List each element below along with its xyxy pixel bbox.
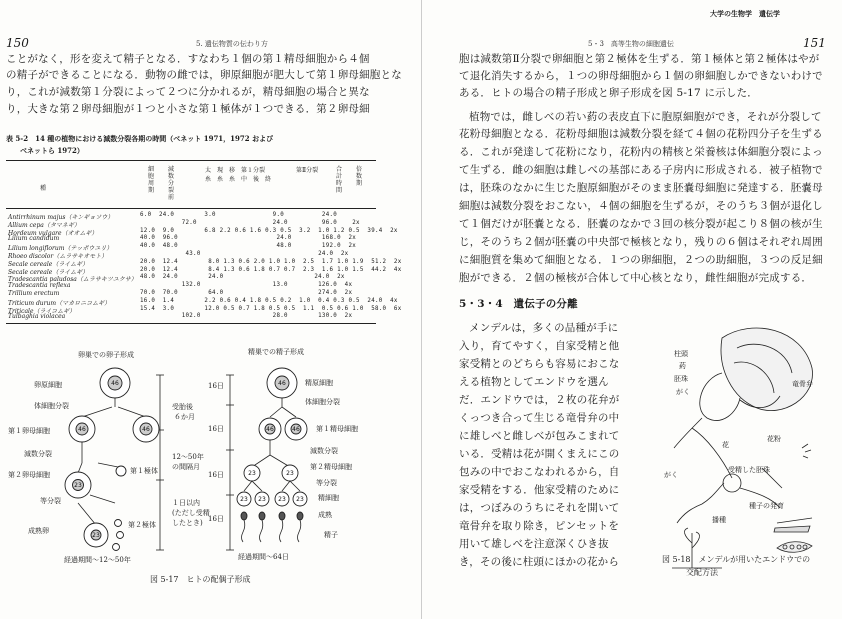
fig518-label-seed: 種子の発育 — [749, 502, 784, 510]
cell-label: 23 — [278, 496, 286, 503]
fig517-duration-left: 経過期間〜12〜50年 — [64, 556, 131, 564]
table-row — [0, 297, 398, 307]
table-cell-species: Tradescantia paludosa（ムラサキツユクサ） — [8, 276, 137, 284]
table-cell-species: Secale cereale（ライムギ） — [8, 260, 89, 268]
right-paragraph-line: くっつき合って生じる竜骨弁の中 — [459, 412, 620, 424]
fig517-label: 卵原細胞 — [34, 381, 62, 389]
right-paragraph-line: 胞ができる．２個の極核が合体して中心核となり，雌性細胞が完成する． — [459, 272, 813, 284]
table-cell-species: Lilium candidum — [8, 235, 60, 243]
cell-label: 46 — [78, 426, 86, 433]
table-row — [0, 258, 402, 268]
fig517-note: (ただし受精 — [172, 509, 210, 517]
fig517-label: 第２卵母細胞 — [8, 471, 50, 479]
right-paragraph-line: 包みの中でおこなわれるから，自 — [459, 466, 620, 478]
left-paragraph-line: り，大きな第２卵母細胞が１つと小さな第１極体が１つできる．第２卵母細 — [6, 103, 370, 115]
table-cell-values: 12.0 9.0 6.8 2.2 0.6 1.6 0.3 0.5 3.2 1.0 1.2 0.5 39.4 2x — [140, 227, 398, 234]
table-row — [0, 227, 398, 237]
table-header-phases: 太 現 移 第１分裂 — [205, 167, 266, 174]
fig517-day: 16日 — [208, 382, 224, 390]
fig517-label: 成熟卵 — [28, 527, 49, 535]
cell-label: 23 — [92, 532, 100, 539]
section-heading: 5・3・4 遺伝子の分離 — [459, 298, 578, 310]
cell-label: 23 — [248, 470, 256, 477]
right-paragraph-line: 細胞は減数分裂をおこない，４個の細胞を生ずるが，そのうち３個が退化し — [459, 200, 823, 212]
book-title: 大学の生物学 遺伝学 — [710, 9, 780, 18]
cell-label: 46 — [111, 380, 119, 387]
fig517-note: １日以内 — [172, 499, 200, 507]
table-cell-species: Antirrhinum majus（キンギョソウ） — [8, 214, 114, 221]
right-paragraph-line: る．これが発達して花粉になり，花粉内の精核と栄養核は体細胞分裂によっ — [459, 146, 823, 158]
table-cell-values: 70.0 70.0 64.0 274.0 2x — [140, 290, 353, 296]
right-paragraph-line: に雄しべと雌しべが包みこまれて — [459, 430, 620, 442]
table-row — [0, 266, 402, 276]
fig518-label-calyx: がく — [676, 388, 690, 396]
table-cell-values: 132.0 13.0 126.0 4x — [140, 282, 353, 289]
page-number-left: 150 — [6, 36, 29, 50]
right-paragraph-line: は，つぼみのうちにそれを開いて — [459, 502, 620, 514]
fig518-caption-cont: 交配方法 — [686, 568, 718, 577]
fig517-day: 16日 — [208, 471, 224, 479]
cell-label: 46 — [266, 426, 274, 433]
table-row — [0, 290, 380, 298]
table-cell-species: Triticum durum（マカロニコムギ） — [8, 299, 111, 307]
right-paragraph-line: き，その後に柱頭にほかの花から — [459, 556, 620, 568]
table-cell-values: 102.0 28.0 130.0 2x — [140, 313, 353, 320]
fig517-label: 減数分裂 — [24, 450, 52, 458]
table-cell-values: 16.0 1.4 2.2 0.6 0.4 1.8 0.5 0.2 1.0 0.4 0.3 0.5 24.0 4x — [140, 297, 398, 304]
table-row — [0, 274, 380, 282]
table-cell-species: Secale cereale（ライムギ） — [8, 268, 89, 276]
table-row — [0, 282, 380, 290]
table-row — [0, 305, 402, 315]
fig518-label-ovary: 胚珠 — [674, 375, 688, 383]
table-row — [0, 235, 380, 243]
fig517-label: 体細胞分裂 — [34, 402, 69, 410]
fig517-label: 第２極体 — [128, 521, 156, 529]
right-paragraph-line: て１個だけが胚嚢となる．胚嚢のなかで３回の核分裂が起こり８個の核が生 — [459, 218, 823, 230]
table-header-premeiosis: 減数分裂前 — [168, 166, 175, 201]
table-caption-cont: ベネットら 1972） — [20, 146, 84, 155]
cell-label: 23 — [240, 496, 248, 503]
table-caption: 表 5-2 14 種の植物における減数分裂各期の時間（ベネット 1971，1972 および — [6, 134, 274, 143]
fig517-note: の間隔月 — [172, 463, 200, 471]
fig518-label-flower: 花 — [722, 441, 729, 449]
table-cell-species: Lilium longiflorum（テッポウユリ） — [8, 245, 113, 253]
cell-label: 23 — [258, 496, 266, 503]
table-cell-values: 15.4 3.0 12.0 0.5 0.7 1.8 0.5 0.5 1.1 0.5 0.6 1.0 58.0 6x — [140, 305, 402, 312]
right-paragraph-line: 家受精とのどちらも容易におこな — [459, 358, 620, 370]
fig517-caption: 図 5-17 ヒトの配偶子形成 — [150, 575, 251, 584]
table-cell-values: 20.0 12.4 8.4 1.3 0.6 1.8 0.7 0.7 2.3 1.6 1.0 1.5 44.2 4x — [140, 266, 402, 273]
fig517-label: 第２精母細胞 — [310, 463, 352, 471]
table-row — [0, 212, 380, 220]
fig517-duration-right: 経過期間〜64日 — [238, 553, 289, 561]
table-cell-species: Trillium erectum — [8, 290, 60, 297]
table-cell-values: 48.0 24.0 24.0 24.0 2x — [140, 274, 345, 281]
right-paragraph-line: 入り，育てやすく，自家受精と他 — [459, 340, 620, 352]
fig517-label: 体細胞分裂 — [305, 398, 340, 406]
right-paragraph-line: 竜骨弁を取り除き，ピンセットを — [459, 520, 620, 532]
table-header-cycle: 細胞周期 — [148, 166, 155, 194]
cell-label: 23 — [286, 470, 294, 477]
left-paragraph-line: り，これが減数第１分裂によって２つに分かれるが，精母細胞の場合と異な — [6, 86, 370, 98]
fig518-label-anther: 葯 — [679, 362, 686, 370]
table-header-phases2: 糸 糸 糸 中 後 終 — [205, 176, 272, 183]
running-header-right: 5・3 高等生物の細胞遺伝 — [588, 40, 674, 48]
fig517-label: 第１精母細胞 — [316, 425, 358, 433]
table-cell-species: Rhoeo discolor（ムラサキオモト） — [8, 253, 108, 260]
table-header-ploidy: 倍数期 — [356, 166, 363, 187]
right-paragraph-line: 胞は減数第Ⅱ分裂で卵細胞と第２極体を生ずる．第１極体と第２極体はやが — [459, 53, 820, 65]
fig517-label: 成熟 — [318, 511, 332, 519]
right-paragraph-line: 植物では，雌しべの若い葯の表皮直下に胞原細胞ができ，それが分裂して — [469, 111, 822, 123]
fig517-note: ６か月 — [174, 413, 195, 421]
table-top-rule — [6, 160, 376, 161]
right-paragraph-line: だ．エンドウでは，２枚の花弁が — [459, 394, 620, 406]
fig517-label: 等分裂 — [40, 497, 61, 505]
fig517-right-title: 精巣での精子形成 — [248, 348, 304, 356]
right-paragraph-line: 用いて雄しべを注意深くひき抜 — [459, 538, 609, 550]
table-header-total: 合計時間 — [336, 166, 343, 194]
fig517-note: したとき) — [172, 519, 203, 527]
table-header-species: 種 — [40, 185, 47, 192]
fig517-left-title: 卵巣での卵子形成 — [78, 351, 134, 359]
fig517-note: 12〜50年 — [172, 453, 204, 461]
right-paragraph-line: じ，そのうち２個が胚嚢の中央部で極核となり，残りの６個はそれぞれ周囲 — [459, 236, 823, 248]
cell-label: 46 — [292, 426, 300, 433]
table-cell-values: 40.0 96.0 24.0 168.0 2x — [140, 235, 357, 242]
right-paragraph-line: て退化消失するから，１つの卵母細胞から１個の卵細胞しかできないわけで — [459, 70, 823, 82]
fig517-label: 等分裂 — [316, 479, 337, 487]
right-paragraph-line: に細胞質を集めて細胞となる．１つの卵細胞，２つの助細胞，３つの反足細 — [459, 254, 823, 266]
fig517-day: 16日 — [208, 515, 224, 523]
fig518-label-fertilized: 受精した胚珠 — [728, 466, 770, 474]
fig517-label: 第１卵母細胞 — [8, 427, 50, 435]
table-header-rule — [6, 208, 376, 209]
table-cell-values: 6.0 24.0 3.0 9.0 24.0 — [140, 212, 338, 218]
cell-label: 46 — [142, 426, 150, 433]
fig517-day: 16日 — [208, 425, 224, 433]
right-paragraph-line: える植物としてエンドウを選ん — [459, 376, 609, 388]
running-header-left: 5. 遺伝物質の伝わり方 — [196, 40, 268, 48]
table-cell-species: Tradescantia reflexa — [8, 282, 71, 290]
right-paragraph-line: ある．ヒトの場合の精子形成と卵子形成を図 5-17 に示した． — [459, 87, 758, 99]
table-cell-species: Tulbaghia violacea — [8, 313, 66, 321]
right-paragraph-line: メンデルは，多くの品種が手に — [469, 322, 619, 334]
right-paragraph-line: 家受精をする．他家受精のために — [459, 484, 620, 496]
fig517-label: 精子 — [324, 531, 338, 539]
fig518-label-calyx2: がく — [664, 471, 678, 479]
table-cell-values: 40.0 48.0 48.0 192.0 2x — [140, 243, 357, 250]
left-paragraph-line: の精子ができることになる．動物の雌では，卵原細胞が肥大して第１卵母細胞とな — [6, 69, 402, 81]
table-row — [0, 251, 380, 259]
cell-label: 46 — [278, 380, 286, 387]
table-row — [0, 220, 380, 228]
table-cell-values: 72.0 24.0 96.0 2x — [140, 219, 360, 226]
table-bottom-rule — [6, 323, 376, 324]
fig517-label: 第１極体 — [130, 467, 158, 475]
table-cell-values: 20.0 12.4 8.0 1.3 0.6 2.0 1.0 1.0 2.5 1.7 1.0 1.9 51.2 2x — [140, 258, 402, 265]
table-cell-values: 43.0 24.0 2x — [140, 251, 349, 257]
fig517-note: 受胎後 — [172, 403, 193, 411]
right-page — [421, 0, 842, 619]
table-cell-species: Allium cepa（タマネギ） — [8, 221, 80, 229]
cell-label: 23 — [74, 482, 82, 489]
fig518-label-pollen: 花粉 — [767, 435, 781, 443]
fig518-label-stigma: 柱頭 — [674, 350, 688, 358]
fig517-label: 減数分裂 — [310, 447, 338, 455]
fig517-label: 精原細胞 — [305, 379, 333, 387]
fig518-label-seedling: 播種 — [712, 516, 726, 524]
left-paragraph-line: ことがなく，形を変えて精子となる．すなわち１個の第１精母細胞から４個 — [6, 53, 370, 65]
fig518-label-keel: 竜骨弁 — [792, 380, 813, 388]
table-row — [0, 243, 380, 251]
page-number-right: 151 — [803, 36, 826, 50]
fig518-caption: 図 5-18 メンデルが用いたエンドウでの — [662, 555, 811, 564]
right-paragraph-line: いる．受精は花が開くまえにこの — [459, 448, 620, 460]
table-row — [0, 313, 380, 321]
table-cell-species: Hordeum vulgare（オオムギ） — [8, 229, 98, 237]
right-paragraph-line: 花粉母細胞となる．花粉母細胞は減数分裂を経て４個の花粉四分子を生ずる — [459, 128, 823, 140]
cell-label: 23 — [296, 496, 304, 503]
fig517-label: 精細胞 — [318, 494, 339, 502]
table-cell-species: Triticale（ライコムギ） — [8, 307, 76, 315]
right-paragraph-line: て生ずる．雌の細胞は雌しべの基部にある子房内に形成される．被子植物で — [459, 164, 823, 176]
right-paragraph-line: は，胚珠のなかに生じた胞原細胞がそのまま胚嚢母細胞に発達する．胚嚢母 — [459, 182, 823, 194]
table-header-second-division: 第Ⅱ分裂 — [296, 167, 319, 174]
